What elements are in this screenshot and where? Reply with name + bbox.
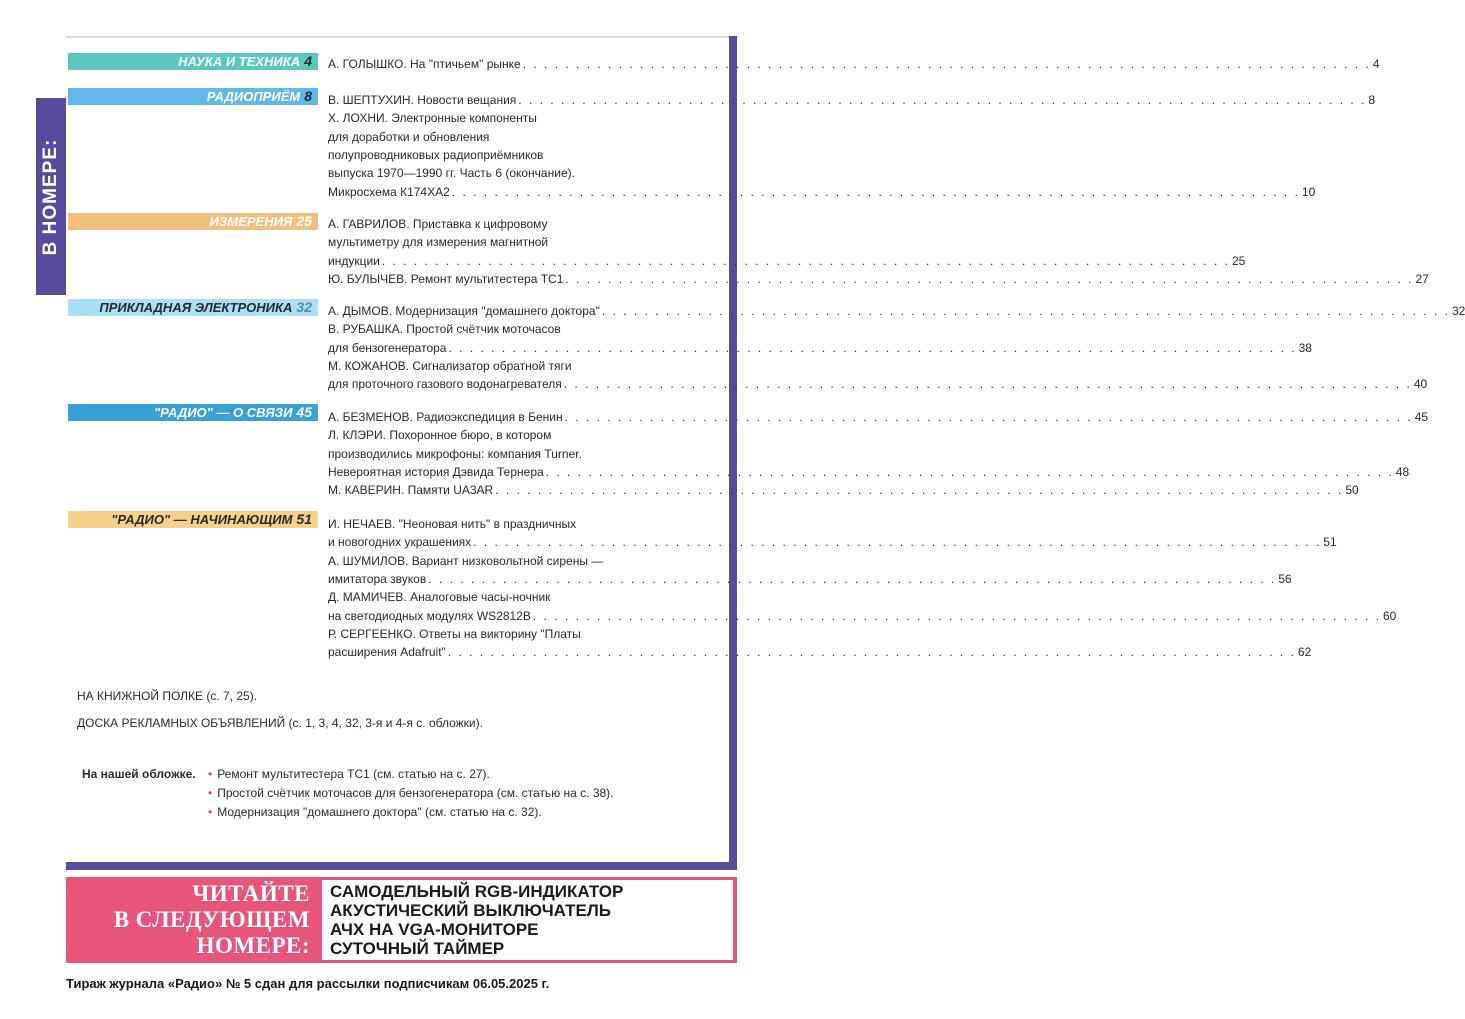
next-issue-list bbox=[322, 880, 733, 960]
toc-entry-text: Д. МАМИЧЕВ. Аналоговые часы-ночник bbox=[328, 590, 551, 605]
toc-entry-line bbox=[328, 183, 1316, 201]
section-header bbox=[68, 53, 318, 70]
cover-item-text: Модернизация "домашнего доктора" (см. статью на с. 32). bbox=[217, 805, 542, 819]
toc-entry-page: 51 bbox=[1323, 535, 1337, 550]
section-title: "РАДИО" — О СВЯЗИ bbox=[153, 405, 293, 420]
dot-leader: . . . . . . . . . . . . . . . . . . . . . . . . . . . . . . . . . . . . . . . . . . . . . . . . . . . . . . . . . . . . . . . . . . . . . . . . . . . . . . . . bbox=[545, 464, 1394, 479]
toc-entry-line bbox=[328, 515, 709, 533]
dot-leader: . . . . . . . . . . . . . . . . . . . . . . . . . . . . . . . . . . . . . . . . . . . . . . . . . . . . . . . . . . . . . . . . . . . . . . . . . . . . . . . . bbox=[447, 645, 1296, 660]
toc-entry-text: индукции bbox=[328, 253, 380, 268]
dot-leader: . . . . . . . . . . . . . . . . . . . . . . . . . . . . . . . . . . . . . . . . . . . . . . . . . . . . . . . . . . . . . . . . . . . . . . . . . . . . . . . . bbox=[601, 304, 1450, 318]
toc-entry-text: Невероятная история Дэвида Тернера bbox=[328, 464, 544, 479]
toc-entry-line bbox=[328, 128, 709, 146]
toc-entry-text: для доработки и обновления bbox=[328, 129, 490, 144]
toc-entry-text: на светодиодных модулях WS2812B bbox=[328, 608, 531, 623]
section-page: 25 bbox=[296, 213, 312, 229]
toc-entry-page: 45 bbox=[1414, 410, 1429, 424]
cover-item bbox=[208, 805, 542, 819]
frame-bottom-border bbox=[66, 862, 737, 870]
ads-note: ДОСКА РЕКЛАМНЫХ ОБЪЯВЛЕНИЙ (с. 1, 3, 4, 32, 3-я и 4-я с. обложки). bbox=[77, 716, 483, 730]
toc-entry-text: А. ШУМИЛОВ. Вариант низковольтной сирены — bbox=[328, 553, 604, 568]
section-header bbox=[68, 404, 318, 421]
toc-entry-page: 10 bbox=[1301, 184, 1316, 199]
toc-entry-line bbox=[328, 252, 1246, 270]
dot-leader: . . . . . . . . . . . . . . . . . . . . . . . . . . . . . . . . . . . . . . . . . . . . . . . . . . . . . . . . . . . . . . . . . . . . . . . . . . . . . . . . bbox=[518, 93, 1367, 107]
section-title: НАУКА И ТЕХНИКА bbox=[178, 54, 301, 69]
dot-leader: . . . . . . . . . . . . . . . . . . . . . . . . . . . . . . . . . . . . . . . . . . . . . . . . . . . . . . . . . . . . . . . . . . . . . . . . . . . . . . . . bbox=[532, 608, 1381, 623]
next-issue-item: СУТОЧНЫЙ ТАЙМЕР bbox=[330, 939, 505, 958]
bullet-icon: • bbox=[208, 786, 213, 800]
toc-entry-line bbox=[328, 552, 709, 570]
toc-entry-line bbox=[328, 375, 1428, 393]
section-title: ПРИКЛАДНАЯ ЭЛЕКТРОНИКА bbox=[99, 300, 293, 315]
toc-entry-line bbox=[328, 643, 1312, 661]
toc-entry-line bbox=[328, 625, 709, 643]
toc-entry-page: 56 bbox=[1278, 571, 1292, 586]
toc-entry-text: И. НЕЧАЕВ. "Неоновая нить" в праздничных bbox=[328, 517, 577, 531]
toc-entry-line bbox=[328, 607, 1397, 625]
section-header bbox=[68, 88, 318, 105]
toc-entry-text: Р. СЕРГЕЕНКО. Ответы на викторину "Платы bbox=[328, 626, 581, 641]
section-page: 4 bbox=[304, 53, 312, 69]
dot-leader: . . . . . . . . . . . . . . . . . . . . . . . . . . . . . . . . . . . . . . . . . . . . . . . . . . . . . . . . . . . . . . . . . . . . . . . . . . . . . . . . bbox=[473, 535, 1322, 550]
circulation-note: Тираж журнала «Радио» № 5 сдан для рассылки подписчикам 06.05.2025 г. bbox=[66, 976, 550, 991]
toc-entry-text: А. БЕЗМЕНОВ. Радиоэкспедиция в Бенин bbox=[328, 410, 563, 424]
dot-leader: . . . . . . . . . . . . . . . . . . . . . . . . . . . . . . . . . . . . . . . . . . . . . . . . . . . . . . . . . . . . . . . . . . . . . . . . . . . . . . . . bbox=[564, 410, 1413, 424]
toc-entry-text: В. РУБАШКА. Простой счётчик моточасов bbox=[328, 322, 561, 337]
toc-entry-page: 32 bbox=[1451, 304, 1465, 318]
next-issue-item: АЧХ НА VGA-МОНИТОРЕ bbox=[330, 920, 539, 939]
section-header bbox=[68, 511, 318, 528]
toc-entry-page: 27 bbox=[1415, 271, 1429, 286]
section-title: РАДИОПРИЁМ bbox=[206, 89, 301, 104]
toc-entry-page: 62 bbox=[1297, 645, 1312, 660]
toc-entry-text: А. ГАВРИЛОВ. Приставка к цифровому bbox=[328, 217, 548, 231]
toc-entry-line bbox=[328, 320, 709, 338]
toc-entry-line bbox=[328, 164, 709, 182]
cover-item bbox=[208, 786, 614, 800]
toc-entry-text: А. ГОЛЫШКО. На "птичьем" рынке bbox=[328, 57, 521, 71]
toc-entry-line bbox=[328, 533, 1337, 551]
toc-entry-text: для бензогенератора bbox=[328, 340, 447, 355]
bullet-icon: • bbox=[208, 767, 213, 781]
dot-leader: . . . . . . . . . . . . . . . . . . . . . . . . . . . . . . . . . . . . . . . . . . . . . . . . . . . . . . . . . . . . . . . . . . . . . . . . . . . . . . . . bbox=[495, 483, 1344, 498]
frame-right-border bbox=[729, 36, 737, 870]
section-page: 8 bbox=[304, 88, 312, 104]
next-issue-item: САМОДЕЛЬНЫЙ RGB-ИНДИКАТОР bbox=[330, 882, 624, 901]
toc-entry-text: В. ШЕПТУХИН. Новости вещания bbox=[328, 93, 517, 107]
toc-entry-text: Микросхема К174ХА2 bbox=[328, 184, 450, 199]
toc-entry-text: расширения Adafruit" bbox=[328, 645, 446, 660]
next-issue-heading-line: НОМЕРЕ: bbox=[196, 933, 310, 958]
toc-entry-text: М. КАВЕРИН. Памяти UA3AR bbox=[328, 483, 494, 498]
cover-label: На нашей обложке. bbox=[82, 767, 196, 781]
section-page: 45 bbox=[296, 404, 312, 420]
section-header bbox=[68, 213, 318, 230]
toc-entry-line bbox=[328, 302, 1465, 320]
toc-entry-line bbox=[328, 233, 709, 251]
toc-entry-page: 48 bbox=[1395, 464, 1410, 479]
toc-entry-text: имитатора звуков bbox=[328, 571, 427, 586]
toc-entry-page: 50 bbox=[1345, 483, 1359, 498]
toc-entry-text: Х. ЛОХНИ. Электронные компоненты bbox=[328, 111, 537, 126]
toc-entry-line bbox=[328, 91, 1376, 109]
toc-entry-text: для проточного газового водонагревателя bbox=[328, 377, 562, 392]
toc-entry-line bbox=[328, 570, 1292, 588]
toc-entry-line bbox=[328, 146, 709, 164]
bullet-icon: • bbox=[208, 805, 213, 819]
toc-entry-text: выпуска 1970—1990 гг. Часть 6 (окончание). bbox=[328, 166, 575, 181]
cover-item bbox=[208, 767, 490, 781]
in-issue-side-tab bbox=[36, 98, 66, 295]
dot-leader: . . . . . . . . . . . . . . . . . . . . . . . . . . . . . . . . . . . . . . . . . . . . . . . . . . . . . . . . . . . . . . . . . . . . . . . . . . . . . . . . bbox=[428, 571, 1277, 586]
cover-item-text: Простой счётчик моточасов для бензогенератора (см. статью на с. 38). bbox=[217, 786, 614, 800]
toc-entry-line bbox=[328, 55, 1380, 73]
dot-leader: . . . . . . . . . . . . . . . . . . . . . . . . . . . . . . . . . . . . . . . . . . . . . . . . . . . . . . . . . . . . . . . . . . . . . . . . . . . . . . . . bbox=[381, 253, 1230, 268]
toc-entry-line bbox=[328, 463, 1410, 481]
section-title: "РАДИО" — НАЧИНАЮЩИМ bbox=[111, 512, 293, 527]
toc-entry-line bbox=[328, 408, 1429, 426]
toc-entry-line bbox=[328, 339, 1312, 357]
dot-leader: . . . . . . . . . . . . . . . . . . . . . . . . . . . . . . . . . . . . . . . . . . . . . . . . . . . . . . . . . . . . . . . . . . . . . . . . . . . . . . . . bbox=[451, 184, 1300, 199]
toc-entry-line bbox=[328, 215, 709, 233]
section-page: 32 bbox=[296, 299, 312, 315]
dot-leader: . . . . . . . . . . . . . . . . . . . . . . . . . . . . . . . . . . . . . . . . . . . . . . . . . . . . . . . . . . . . . . . . . . . . . . . . . . . . . . . . bbox=[448, 340, 1297, 355]
toc-entry-line bbox=[328, 588, 709, 606]
next-issue-heading-line: В СЛЕДУЮЩЕМ bbox=[113, 907, 310, 932]
toc-entry-text: Ю. БУЛЫЧЕВ. Ремонт мультитестера ТС1 bbox=[328, 271, 564, 286]
frame-top-border bbox=[66, 36, 738, 38]
toc-entry-line bbox=[328, 481, 1359, 499]
toc-entry-page: 25 bbox=[1231, 253, 1246, 268]
section-page: 51 bbox=[296, 511, 312, 527]
toc-entry-page: 60 bbox=[1383, 608, 1397, 623]
toc-entry-text: полупроводниковых радиоприёмников bbox=[328, 147, 544, 162]
toc-entry-line bbox=[328, 270, 1429, 288]
toc-entry-text: А. ДЫМОВ. Модернизация "домашнего доктора" bbox=[328, 304, 600, 318]
next-issue-item: АКУСТИЧЕСКИЙ ВЫКЛЮЧАТЕЛЬ bbox=[330, 901, 611, 920]
side-tab-label: В НОМЕРЕ: bbox=[40, 138, 61, 255]
toc-entry-text: мультиметру для измерения магнитной bbox=[328, 235, 549, 250]
toc-entry-line bbox=[328, 445, 709, 463]
cover-item-text: Ремонт мультитестера ТС1 (см. статью на с. 27). bbox=[217, 767, 490, 781]
toc-entry-line bbox=[328, 426, 709, 444]
next-issue-heading bbox=[66, 877, 318, 963]
next-issue-heading-line: ЧИТАЙТЕ bbox=[192, 881, 310, 906]
toc-entry-text: и новогодних украшениях bbox=[328, 535, 472, 550]
toc-entry-page: 40 bbox=[1413, 377, 1428, 392]
toc-entry-text: Л. КЛЭРИ. Похоронное бюро, в котором bbox=[328, 428, 552, 443]
section-title: ИЗМЕРЕНИЯ bbox=[209, 214, 293, 229]
dot-leader: . . . . . . . . . . . . . . . . . . . . . . . . . . . . . . . . . . . . . . . . . . . . . . . . . . . . . . . . . . . . . . . . . . . . . . . . . . . . . . . . bbox=[565, 271, 1414, 286]
toc-entry-text: производились микрофоны: компания Turner. bbox=[328, 446, 582, 461]
next-issue-banner bbox=[66, 877, 737, 963]
toc-entry-page: 4 bbox=[1372, 57, 1380, 71]
section-header bbox=[68, 299, 318, 316]
dot-leader: . . . . . . . . . . . . . . . . . . . . . . . . . . . . . . . . . . . . . . . . . . . . . . . . . . . . . . . . . . . . . . . . . . . . . . . . . . . . . . . . bbox=[522, 57, 1371, 71]
dot-leader: . . . . . . . . . . . . . . . . . . . . . . . . . . . . . . . . . . . . . . . . . . . . . . . . . . . . . . . . . . . . . . . . . . . . . . . . . . . . . . . . bbox=[563, 377, 1412, 392]
toc-entry-line bbox=[328, 357, 709, 375]
toc-entry-page: 8 bbox=[1368, 93, 1376, 107]
toc-entry-line bbox=[328, 109, 709, 127]
bookshelf-note: НА КНИЖНОЙ ПОЛКЕ (с. 7, 25). bbox=[77, 689, 258, 703]
toc-entry-text: М. КОЖАНОВ. Сигнализатор обратной тяги bbox=[328, 358, 572, 373]
toc-entry-page: 38 bbox=[1298, 340, 1312, 355]
